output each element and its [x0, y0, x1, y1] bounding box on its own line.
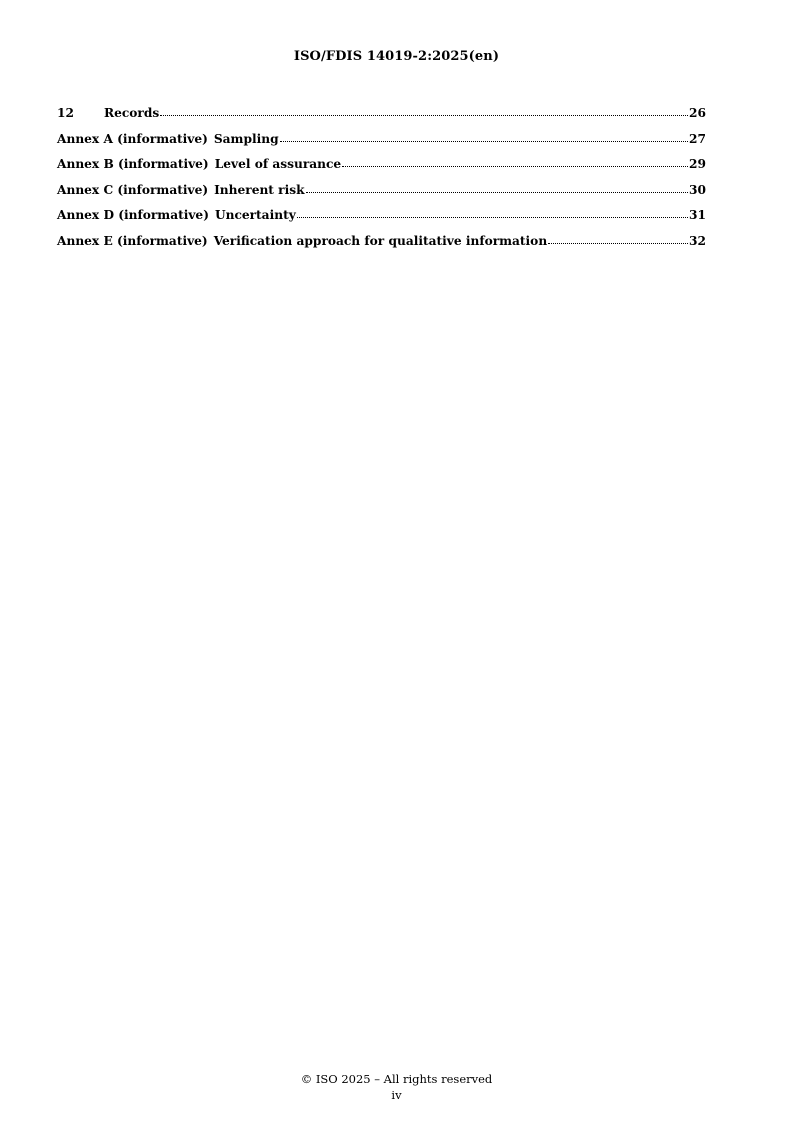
toc-entry-title: Verification approach for qualitative information	[213, 233, 548, 248]
toc-entry-prefix: Annex D (informative)	[57, 208, 209, 223]
toc-entry-records[interactable]	[57, 105, 706, 131]
document-header	[0, 49, 793, 64]
copyright-notice: © ISO 2025 – All rights reserved	[300, 1072, 493, 1086]
toc-entry-annex-a[interactable]	[57, 131, 706, 157]
dot-leader	[160, 105, 688, 117]
toc-entry-number: 12	[57, 106, 74, 120]
toc-entry-title: Sampling	[213, 131, 279, 146]
toc-entry-title: Uncertainty	[214, 208, 296, 223]
toc-entry-page: 31	[689, 208, 706, 223]
toc-entry-page: 32	[689, 233, 706, 248]
page-footer	[0, 1071, 793, 1103]
dot-leader	[306, 182, 688, 194]
toc-entry-page: 26	[689, 106, 706, 120]
toc-entry-annex-b[interactable]	[57, 156, 706, 182]
toc-entry-annex-c[interactable]	[57, 182, 706, 208]
dot-leader	[297, 207, 688, 219]
toc-entry-annex-e[interactable]	[57, 233, 706, 259]
toc-entry-title: Level of assurance	[214, 157, 342, 172]
toc-entry-page: 30	[689, 182, 706, 197]
document-id: ISO/FDIS 14019-2:2025(en)	[293, 49, 500, 64]
toc-entry-prefix: Annex B (informative)	[57, 157, 209, 172]
toc-entry-prefix: Annex A (informative)	[57, 131, 208, 146]
dot-leader	[342, 156, 688, 168]
toc-entry-prefix: Annex C (informative)	[57, 182, 209, 197]
toc-entry-page: 27	[689, 131, 706, 146]
toc-entry-title: Records	[104, 106, 160, 120]
dot-leader	[548, 233, 688, 245]
toc-entry-title: Inherent risk	[214, 182, 305, 197]
toc-entry-page: 29	[689, 157, 706, 172]
toc-entry-prefix: Annex E (informative)	[57, 233, 208, 248]
dot-leader	[280, 131, 688, 143]
toc-entry-annex-d[interactable]	[57, 207, 706, 233]
table-of-contents	[57, 105, 706, 259]
page-number: iv	[391, 1088, 402, 1102]
